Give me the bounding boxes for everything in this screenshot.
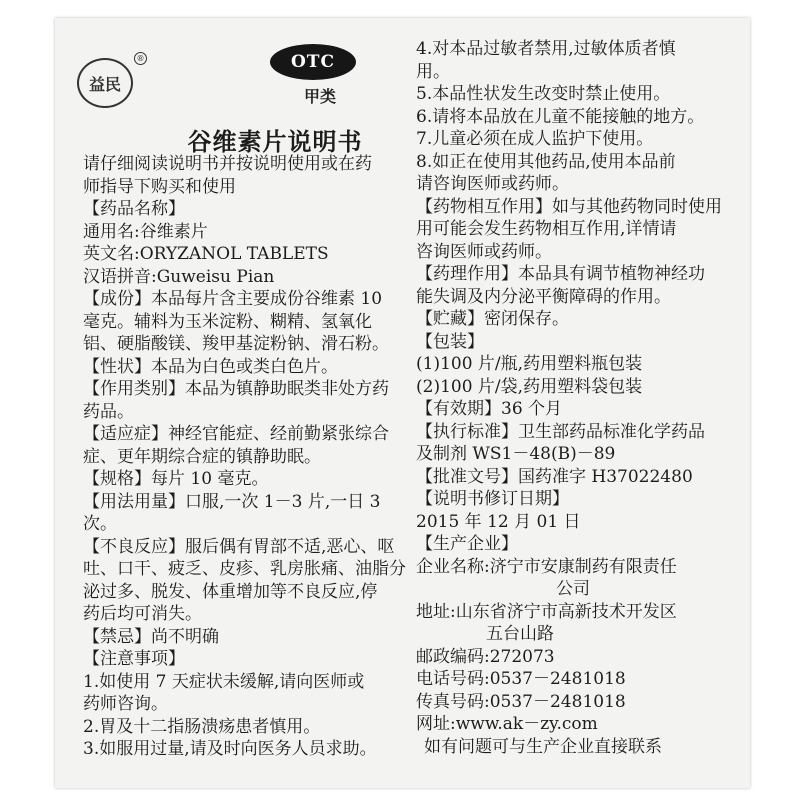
text-line: 【贮藏】密闭保存。 <box>416 309 569 329</box>
company-logo <box>77 58 133 108</box>
text-line: 请咨询医师或药师。 <box>416 174 569 194</box>
text-line: 【用法用量】口服,一次 1－3 片,一日 3 <box>83 491 381 512</box>
text-line: 师指导下购买和使用 <box>83 176 236 197</box>
text-line: 吐、口干、疲乏、皮疹、乳房胀痛、油脂分 <box>83 559 406 579</box>
text-line: 英文名:ORYZANOL TABLETS <box>83 244 329 264</box>
text-line: 5.本品性状发生改变时禁止使用。 <box>416 84 671 104</box>
text-line: 【适应症】神经官能症、经前勤紧张综合 <box>83 424 389 444</box>
text-line: 公司 <box>556 579 590 599</box>
text-line: 7.儿童必须在成人监护下使用。 <box>416 129 654 149</box>
text-line: 2.胃及十二指肠溃疡患者慎用。 <box>83 716 321 737</box>
text-line: 【包装】 <box>416 331 484 352</box>
otc-badge <box>270 44 356 80</box>
text-line: (1)100 片/瓶,药用塑料瓶包装 <box>416 354 643 374</box>
text-line: 8.如正在使用其他药品,使用本品前 <box>416 151 676 172</box>
text-line: 药师咨询。 <box>83 694 168 714</box>
text-line: 铝、硬脂酸镁、羧甲基淀粉钠、滑石粉。 <box>83 334 389 354</box>
otc-label: OTC <box>291 52 335 72</box>
text-line: 【生产企业】 <box>416 534 518 554</box>
text-line: 地址:山东省济宁市高新技术开发区 <box>416 601 677 622</box>
text-line: 请仔细阅读说明书并按说明使用或在药 <box>83 154 372 174</box>
text-line: 1.如使用 7 天症状未缓解,请向医师或 <box>83 671 365 692</box>
text-line: (2)100 片/袋,药用塑料袋包装 <box>416 376 643 397</box>
text-line: 网址:www.ak－zy.com <box>416 714 598 734</box>
text-line: 4.对本品过敏者禁用,过敏体质者慎 <box>416 39 676 59</box>
text-line: 能失调及内分泌平衡障碍的作用。 <box>416 286 671 307</box>
logo-text: 益民 <box>88 74 121 94</box>
text-line: 用。 <box>416 61 450 82</box>
text-line: 【药理作用】本品具有调节植物神经功 <box>416 264 705 284</box>
text-line: 【批准文号】国药准字 H37022480 <box>416 466 693 487</box>
text-line: 2015 年 12 月 01 日 <box>416 511 581 532</box>
text-line: 【执行标准】卫生部药品标准化学药品 <box>416 421 705 442</box>
text-line: 汉语拼音:Guweisu Pian <box>83 266 275 287</box>
text-line: 毫克。辅料为玉米淀粉、糊精、氢氧化 <box>83 311 372 332</box>
text-line: 用可能会发生药物相互作用,详情请 <box>416 219 677 239</box>
text-line: 【注意事项】 <box>83 649 185 669</box>
left-column <box>83 153 406 761</box>
text-line: 泌过多、脱发、体重增加等不良反应,停 <box>83 581 378 602</box>
text-line: 通用名:谷维素片 <box>83 221 208 242</box>
text-line: 【作用类别】本品为镇静助眠类非处方药 <box>83 379 389 399</box>
text-line: 【性状】本品为白色或类白色片。 <box>83 356 338 377</box>
document-title: 谷维素片说明书 <box>187 128 363 156</box>
text-line: 邮政编码:272073 <box>416 646 555 667</box>
text-line: 传真号码:0537－2481018 <box>416 691 626 712</box>
text-line: 如有问题可与生产企业直接联系 <box>424 736 662 757</box>
text-line: 药品。 <box>83 401 134 422</box>
otc-class-label: 甲类 <box>303 87 336 106</box>
text-line: 【成份】本品每片含主要成份谷维素 10 <box>83 289 383 309</box>
text-line: 次。 <box>83 514 117 534</box>
text-line: 【禁忌】尚不明确 <box>83 626 219 647</box>
text-line: 五台山路 <box>486 624 554 644</box>
text-line: 及制剂 WS1－48(B)－89 <box>416 444 616 464</box>
text-line: 【说明书修订日期】 <box>416 489 569 509</box>
text-line: 【药物相互作用】如与其他药物同时使用 <box>416 196 722 217</box>
text-line: 症、更年期综合症的镇静助眠。 <box>83 446 321 467</box>
text-line: 咨询医师或药师。 <box>416 241 552 262</box>
text-line: 6.请将本品放在儿童不能接触的地方。 <box>416 106 705 127</box>
text-line: 【规格】每片 10 毫克。 <box>83 469 269 489</box>
text-line: 企业名称:济宁市安康制药有限责任 <box>416 556 677 577</box>
text-line: 【药品名称】 <box>83 199 185 219</box>
text-line: 【不良反应】服后偶有胃部不适,恶心、呕 <box>83 536 395 557</box>
right-column <box>416 38 730 758</box>
text-line: 药后均可消失。 <box>83 604 202 624</box>
text-line: 3.如服用过量,请及时向医务人员求助。 <box>83 739 377 759</box>
text-line: 电话号码:0537－2481018 <box>416 669 626 689</box>
text-line: 【有效期】36 个月 <box>416 399 563 419</box>
registered-mark-icon: ® <box>134 52 147 65</box>
